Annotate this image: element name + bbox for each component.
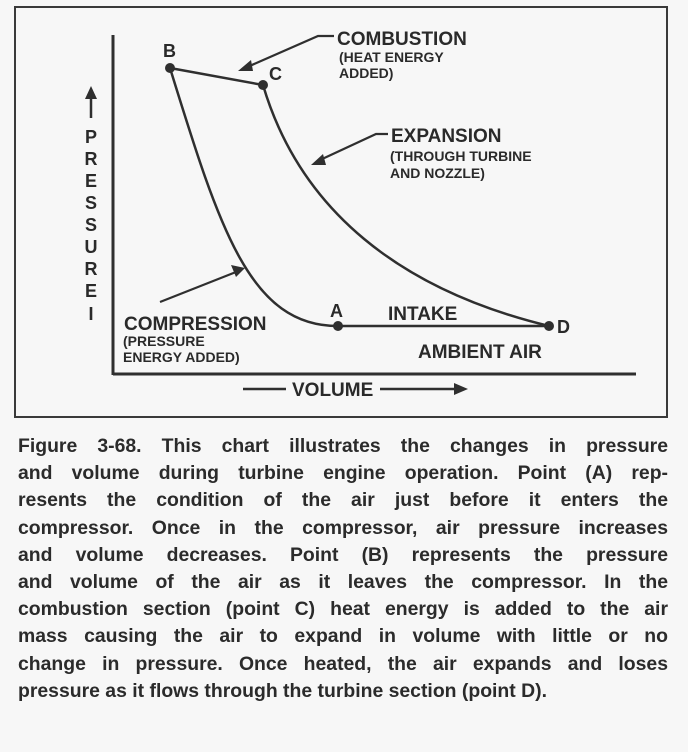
pressure-letter: R bbox=[84, 259, 98, 279]
expansion-pointer-line bbox=[320, 134, 388, 160]
caption-line: pressure as it flows through the turbine section (point D). bbox=[18, 679, 547, 702]
volume-arrowhead bbox=[454, 383, 468, 395]
point-c-dot bbox=[258, 80, 268, 90]
point-a-label: A bbox=[330, 301, 343, 321]
expansion-sub2: AND NOZZLE) bbox=[390, 165, 485, 181]
combustion-arrowhead bbox=[238, 60, 253, 71]
compression-arrowhead bbox=[231, 265, 245, 277]
caption-line: change in pressure. Once heated, the air expands and loses bbox=[18, 652, 668, 675]
point-d-dot bbox=[544, 321, 554, 331]
point-b-label: B bbox=[163, 41, 176, 61]
compression-sub2: ENERGY ADDED) bbox=[123, 349, 240, 365]
pressure-axis-label bbox=[85, 127, 98, 324]
caption-line: resents the condition of the air just before it enters the bbox=[18, 489, 668, 512]
pressure-letter: E bbox=[84, 281, 98, 301]
compression-sub1: (PRESSURE bbox=[123, 333, 205, 349]
caption-line: combustion section (point C) heat energy is added to the air bbox=[18, 598, 668, 621]
combustion-label: COMBUSTION bbox=[337, 29, 467, 50]
caption-line: mass causing the air to expand in volume with little or no bbox=[18, 625, 668, 648]
caption-line: and volume of the air as it leaves the compressor. In the bbox=[18, 571, 668, 594]
point-b-dot bbox=[165, 63, 175, 73]
pressure-letter: E bbox=[84, 171, 98, 191]
point-a-dot bbox=[333, 321, 343, 331]
pressure-letter: I bbox=[88, 304, 94, 324]
pressure-letter: U bbox=[84, 237, 98, 257]
combustion-sub2: ADDED) bbox=[339, 65, 394, 81]
pressure-letter: S bbox=[84, 193, 98, 213]
point-c-label: C bbox=[269, 64, 282, 84]
combustion-pointer-line bbox=[245, 36, 334, 68]
intake-label: INTAKE bbox=[388, 304, 458, 325]
compression-label: COMPRESSION bbox=[124, 314, 267, 335]
figure-caption bbox=[18, 433, 668, 705]
caption-line: and volume decreases. Point (B) represents the pressure bbox=[18, 543, 668, 566]
pressure-letter: S bbox=[84, 215, 98, 235]
caption-line: compressor. Once in the compressor, air pressure increases bbox=[18, 516, 668, 539]
caption-line: and volume during turbine engine operation. Point (A) rep- bbox=[18, 462, 668, 485]
ambient-air-label: AMBIENT AIR bbox=[418, 342, 542, 363]
expansion-label: EXPANSION bbox=[391, 126, 502, 147]
caption-line: Figure 3-68. This chart illustrates the changes in pressure bbox=[18, 435, 668, 457]
pressure-letter: R bbox=[84, 149, 98, 169]
expansion-curve bbox=[263, 85, 549, 326]
point-d-label: D bbox=[557, 317, 570, 337]
volume-axis-label: VOLUME bbox=[292, 380, 374, 401]
pressure-arrowhead bbox=[85, 86, 97, 99]
combustion-sub1: (HEAT ENERGY bbox=[339, 49, 444, 65]
expansion-arrowhead bbox=[311, 154, 326, 165]
pressure-letter: P bbox=[84, 127, 98, 147]
expansion-sub1: (THROUGH TURBINE bbox=[390, 148, 532, 164]
compression-pointer-line bbox=[160, 272, 236, 302]
